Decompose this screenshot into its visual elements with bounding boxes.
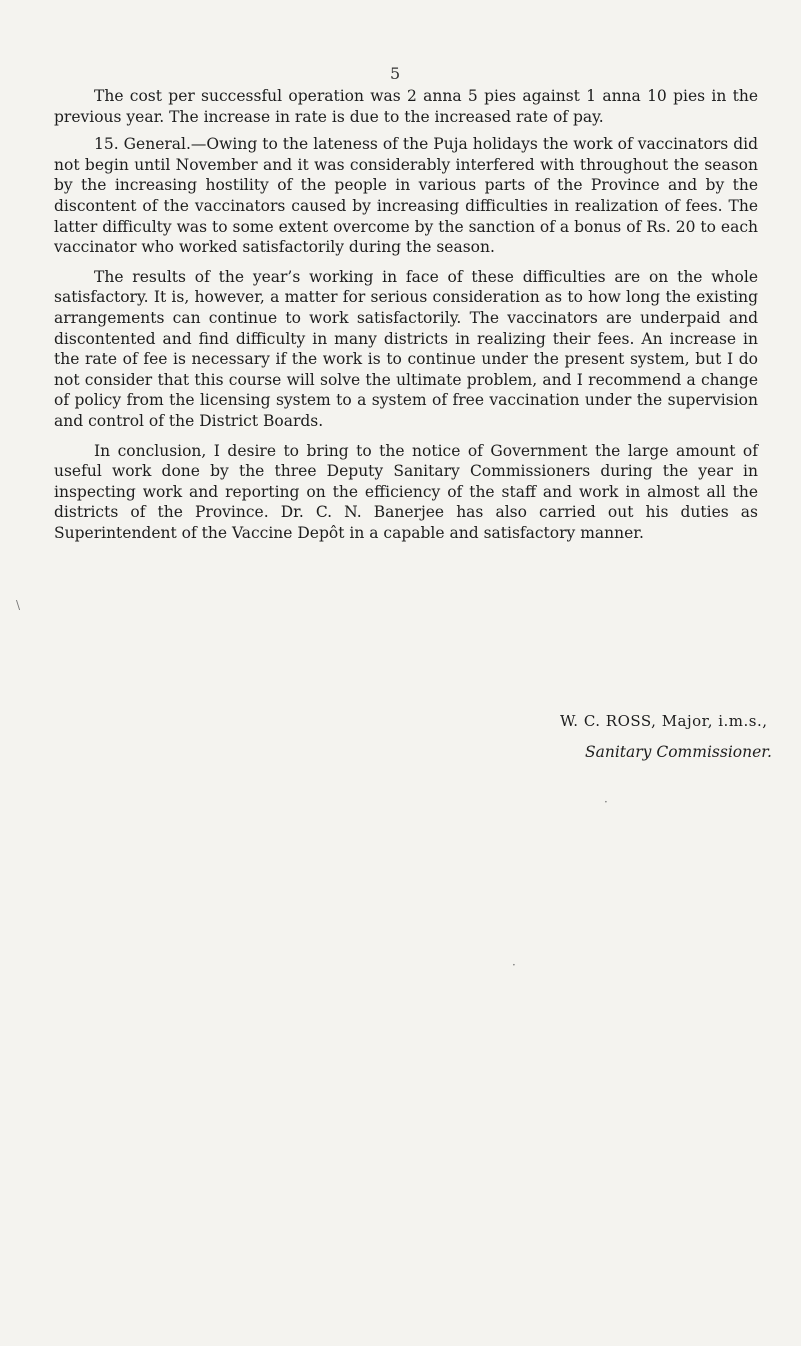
paragraph-cost: The cost per successful operation was 2 anna 5 pies against 1 anna 10 pies in the previous year. The increase in rate is due to the increased rate of pay. — [54, 87, 758, 126]
paragraph-general — [54, 134, 758, 258]
signature-name: W. C. ROSS, Major, i.m.s., — [560, 712, 768, 730]
paragraph-conclusion: In conclusion, I desire to bring to the notice of Government the large amount of useful work done by the three Deputy Sanitary Commissioners during the year in inspecting work and reporting on the efficiency of the staff and work in almost all the districts of the Province. Dr. C. N. Banerjee has also carried out his duties as Superintendent of the Vaccine Depôt in a capable and satisfactory manner. — [54, 441, 758, 542]
signature-title: Sanitary Commissioner. — [585, 743, 772, 761]
section-15-text: —Owing to the lateness of the Puja holidays the work of vaccinators did not begin until November and it was considerably interfered with throughout the season by the increasing hostility of the people in various parts of the Province and by the discontent of the vaccinators caused by increasing difficulties in realization of fees. The latter difficulty was to some extent overcome by the sanction of a bonus of Rs. 20 to each vaccinator who worked satisfactorily during the season. — [54, 135, 758, 257]
page-number: 5 — [390, 64, 401, 83]
paragraph-results: The results of the year’s working in face of these difficulties are on the whole satisfactory. It is, however, a matter for serious consideration as to how long the existing arrangements can continue to work satisfactorily. The vaccinators are underpaid and discontented and find difficulty in many districts in realizing their fees. An increase in the rate of fee is necessary if the work is to continue under the present system, but I do not consider that this course will solve the ultimate problem, and I recommend a change of policy from the licensing system to a system of free vaccination under the supervision and control of the District Boards. — [54, 267, 758, 430]
scan-speck: · — [512, 958, 516, 972]
section-15-heading: 15. General. — [94, 135, 191, 154]
body-text — [54, 86, 758, 552]
scan-speck: · — [604, 795, 608, 809]
scan-speck: \ — [16, 598, 21, 612]
